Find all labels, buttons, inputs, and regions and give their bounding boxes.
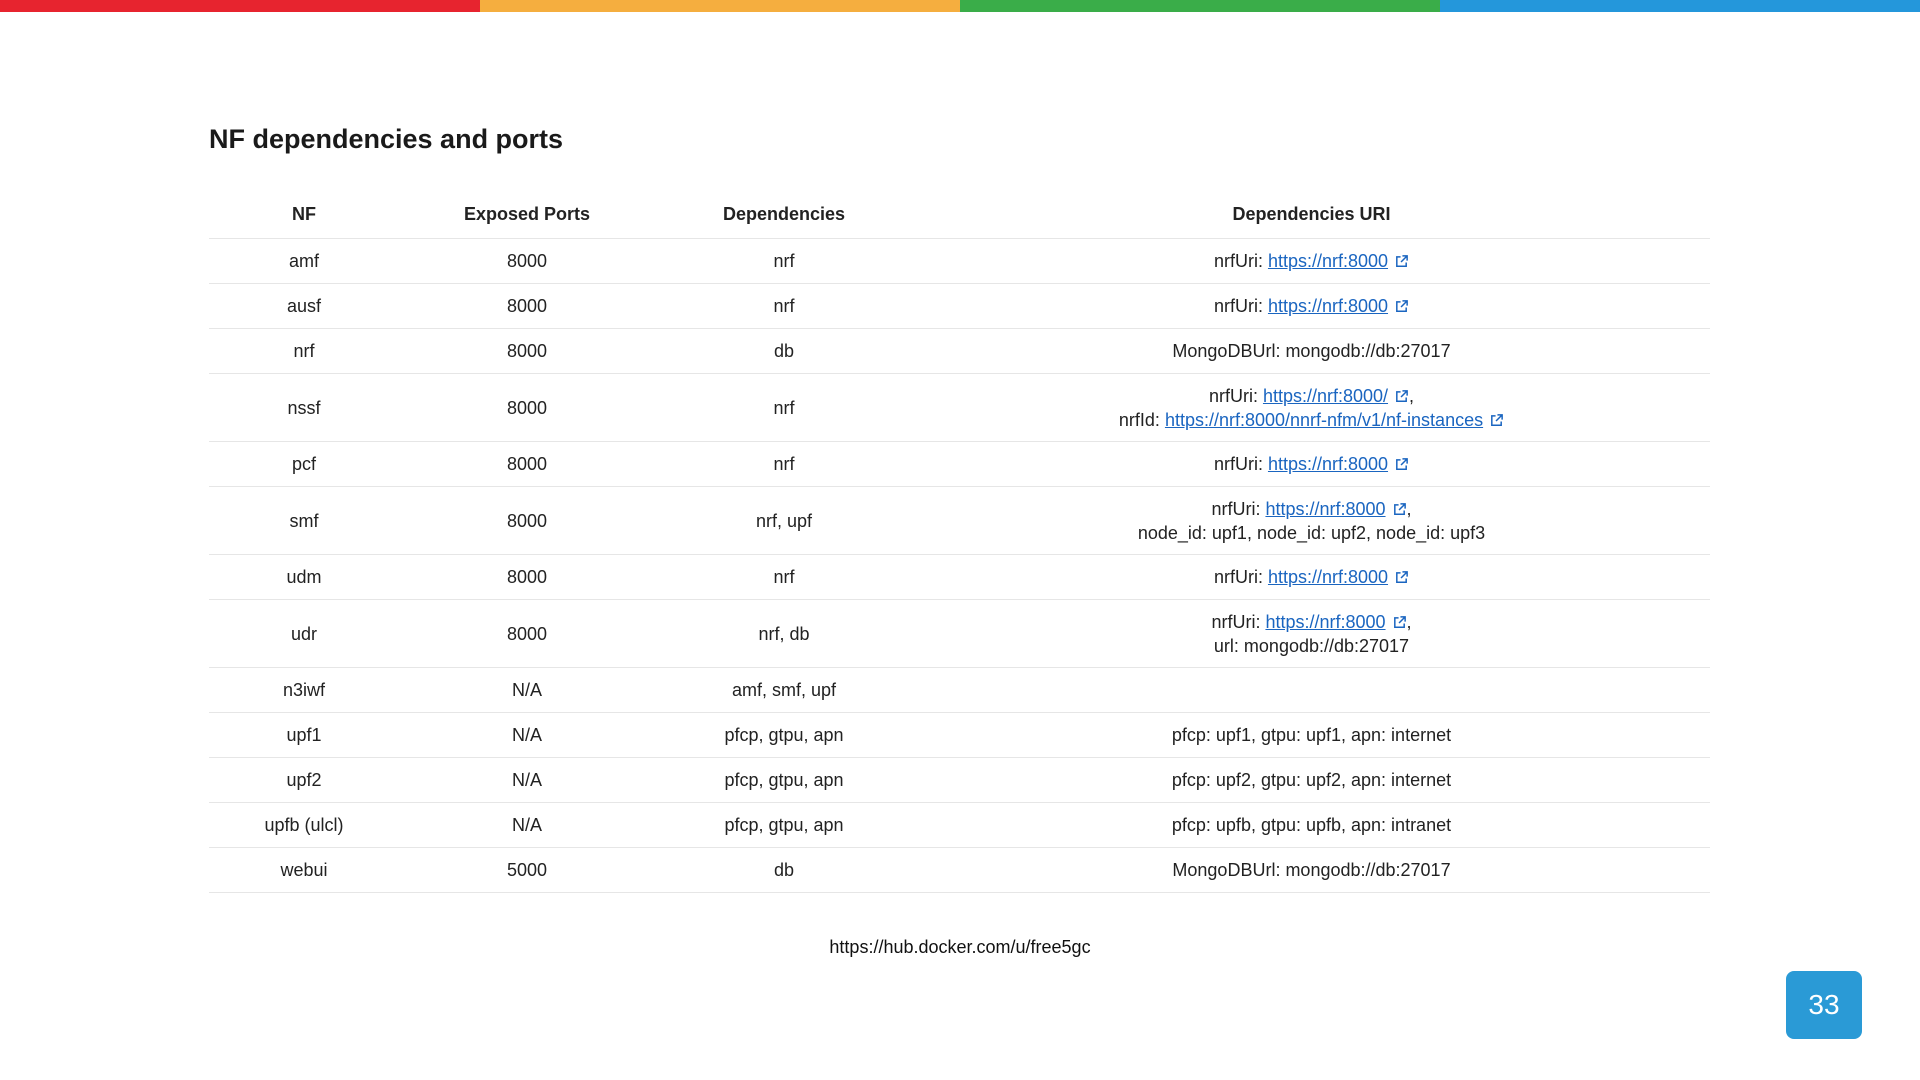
uri-text: nrfUri:	[1213, 567, 1268, 587]
cell-nf: n3iwf	[209, 668, 399, 713]
table-row	[209, 442, 1710, 487]
table-row	[209, 239, 1710, 284]
uri-text: pfcp: upfb, gtpu: upfb, apn: intranet	[1171, 815, 1452, 835]
external-link-icon[interactable]	[1394, 457, 1409, 472]
cell-dependencies: pfcp, gtpu, apn	[655, 803, 913, 848]
cell-exposed-ports: 5000	[399, 848, 655, 893]
header-dependencies: Dependencies	[655, 190, 913, 239]
cell-dependencies: nrf	[655, 442, 913, 487]
cell-dependencies-uri	[913, 713, 1710, 758]
uri-line	[917, 610, 1706, 634]
page-number-badge: 33	[1786, 971, 1862, 1039]
uri-line	[917, 565, 1706, 589]
source-url: https://hub.docker.com/u/free5gc	[829, 937, 1091, 957]
uri-text: nrfUri:	[1213, 296, 1268, 316]
cell-dependencies: nrf	[655, 374, 913, 442]
uri-text: MongoDBUrl: mongodb://db:27017	[1172, 341, 1451, 361]
uri-text: node_id: upf1, node_id: upf2, node_id: upf3	[1137, 522, 1486, 543]
cell-dependencies-uri	[913, 442, 1710, 487]
color-stripe-segment	[0, 0, 480, 12]
cell-nf: webui	[209, 848, 399, 893]
slide-title: NF dependencies and ports	[209, 124, 564, 154]
cell-dependencies-uri	[913, 668, 1710, 713]
cell-exposed-ports: 8000	[399, 284, 655, 329]
cell-dependencies-uri	[913, 487, 1710, 555]
cell-nf: smf	[209, 487, 399, 555]
uri-line	[917, 813, 1706, 837]
cell-nf: pcf	[209, 442, 399, 487]
nrf-uri-link[interactable]: https://nrf:8000	[1267, 296, 1389, 316]
cell-nf: nrf	[209, 329, 399, 374]
color-stripe-segment	[1440, 0, 1920, 12]
cell-exposed-ports: N/A	[399, 668, 655, 713]
cell-nf: upf2	[209, 758, 399, 803]
nrf-uri-link[interactable]: https://nrf:8000	[1267, 251, 1389, 271]
cell-dependencies-uri	[913, 803, 1710, 848]
cell-dependencies: pfcp, gtpu, apn	[655, 758, 913, 803]
external-link-icon[interactable]	[1394, 299, 1409, 314]
table-row	[209, 758, 1710, 803]
nrf-uri-link[interactable]: https://nrf:8000	[1267, 567, 1389, 587]
uri-line	[917, 521, 1706, 545]
cell-nf: udm	[209, 555, 399, 600]
cell-dependencies-uri	[913, 284, 1710, 329]
uri-text: url: mongodb://db:27017	[1213, 635, 1410, 656]
cell-exposed-ports: 8000	[399, 600, 655, 668]
uri-text: ,	[1409, 385, 1415, 406]
cell-dependencies-uri	[913, 848, 1710, 893]
uri-line	[917, 294, 1706, 318]
cell-exposed-ports: N/A	[399, 803, 655, 848]
table-row	[209, 487, 1710, 555]
nrf-uri-link[interactable]: https://nrf:8000	[1265, 611, 1386, 632]
color-stripe-segment	[960, 0, 1440, 12]
uri-line	[917, 634, 1706, 658]
uri-line	[917, 249, 1706, 273]
table-row	[209, 713, 1710, 758]
external-link-icon[interactable]	[1394, 570, 1409, 585]
uri-text: nrfUri:	[1213, 454, 1268, 474]
cell-nf: nssf	[209, 374, 399, 442]
uri-line	[917, 768, 1706, 792]
cell-dependencies-uri	[913, 329, 1710, 374]
uri-line	[917, 497, 1706, 521]
cell-dependencies: nrf	[655, 239, 913, 284]
cell-dependencies-uri	[913, 758, 1710, 803]
cell-dependencies-uri	[913, 555, 1710, 600]
cell-exposed-ports: 8000	[399, 487, 655, 555]
uri-line	[917, 723, 1706, 747]
cell-exposed-ports: 8000	[399, 555, 655, 600]
header-exposed-ports: Exposed Ports	[399, 190, 655, 239]
table-row	[209, 668, 1710, 713]
uri-text: nrfUri:	[1211, 498, 1266, 519]
cell-nf: upf1	[209, 713, 399, 758]
header-nf: NF	[209, 190, 399, 239]
uri-line	[917, 339, 1706, 363]
table-row	[209, 803, 1710, 848]
nrf-uri-link[interactable]: https://nrf:8000	[1265, 498, 1386, 519]
external-link-icon[interactable]	[1394, 254, 1409, 269]
cell-dependencies: nrf, db	[655, 600, 913, 668]
uri-text: MongoDBUrl: mongodb://db:27017	[1172, 860, 1451, 880]
external-link-icon[interactable]	[1392, 615, 1407, 630]
nrf-uri-link[interactable]: https://nrf:8000/nnrf-nfm/v1/nf-instances	[1164, 409, 1484, 430]
cell-dependencies: nrf	[655, 555, 913, 600]
cell-nf: ausf	[209, 284, 399, 329]
cell-dependencies-uri	[913, 374, 1710, 442]
color-stripe-segment	[480, 0, 960, 12]
uri-text: pfcp: upf1, gtpu: upf1, apn: internet	[1171, 725, 1452, 745]
cell-dependencies-uri	[913, 600, 1710, 668]
cell-dependencies: nrf	[655, 284, 913, 329]
cell-dependencies: nrf, upf	[655, 487, 913, 555]
external-link-icon[interactable]	[1392, 502, 1407, 517]
nrf-uri-link[interactable]: https://nrf:8000	[1267, 454, 1389, 474]
nf-table	[209, 190, 1710, 893]
cell-exposed-ports: 8000	[399, 239, 655, 284]
uri-text: nrfUri:	[1213, 251, 1268, 271]
cell-exposed-ports: N/A	[399, 758, 655, 803]
cell-exposed-ports: 8000	[399, 374, 655, 442]
external-link-icon[interactable]	[1394, 389, 1409, 404]
header-dependencies-uri: Dependencies URI	[913, 190, 1710, 239]
table-row	[209, 374, 1710, 442]
cell-nf: amf	[209, 239, 399, 284]
cell-nf: upfb (ulcl)	[209, 803, 399, 848]
cell-dependencies: db	[655, 848, 913, 893]
table-row	[209, 284, 1710, 329]
table-row	[209, 600, 1710, 668]
nrf-uri-link[interactable]: https://nrf:8000/	[1262, 385, 1389, 406]
cell-exposed-ports: 8000	[399, 442, 655, 487]
cell-dependencies: amf, smf, upf	[655, 668, 913, 713]
uri-text: nrfId:	[1118, 409, 1165, 430]
uri-line	[917, 858, 1706, 882]
uri-line	[917, 452, 1706, 476]
uri-line	[917, 408, 1706, 432]
cell-dependencies: db	[655, 329, 913, 374]
uri-text: ,	[1406, 498, 1412, 519]
uri-text: pfcp: upf2, gtpu: upf2, apn: internet	[1171, 770, 1452, 790]
cell-dependencies: pfcp, gtpu, apn	[655, 713, 913, 758]
table-row	[209, 555, 1710, 600]
uri-text: nrfUri:	[1208, 385, 1263, 406]
external-link-icon[interactable]	[1489, 413, 1504, 428]
cell-exposed-ports: 8000	[399, 329, 655, 374]
table-row	[209, 848, 1710, 893]
cell-exposed-ports: N/A	[399, 713, 655, 758]
table-header-row	[209, 190, 1710, 239]
color-stripe-bar	[0, 0, 1920, 12]
cell-dependencies-uri	[913, 239, 1710, 284]
cell-nf: udr	[209, 600, 399, 668]
uri-text: nrfUri:	[1211, 611, 1266, 632]
table-row	[209, 329, 1710, 374]
uri-text: ,	[1406, 611, 1412, 632]
uri-line	[917, 384, 1706, 408]
